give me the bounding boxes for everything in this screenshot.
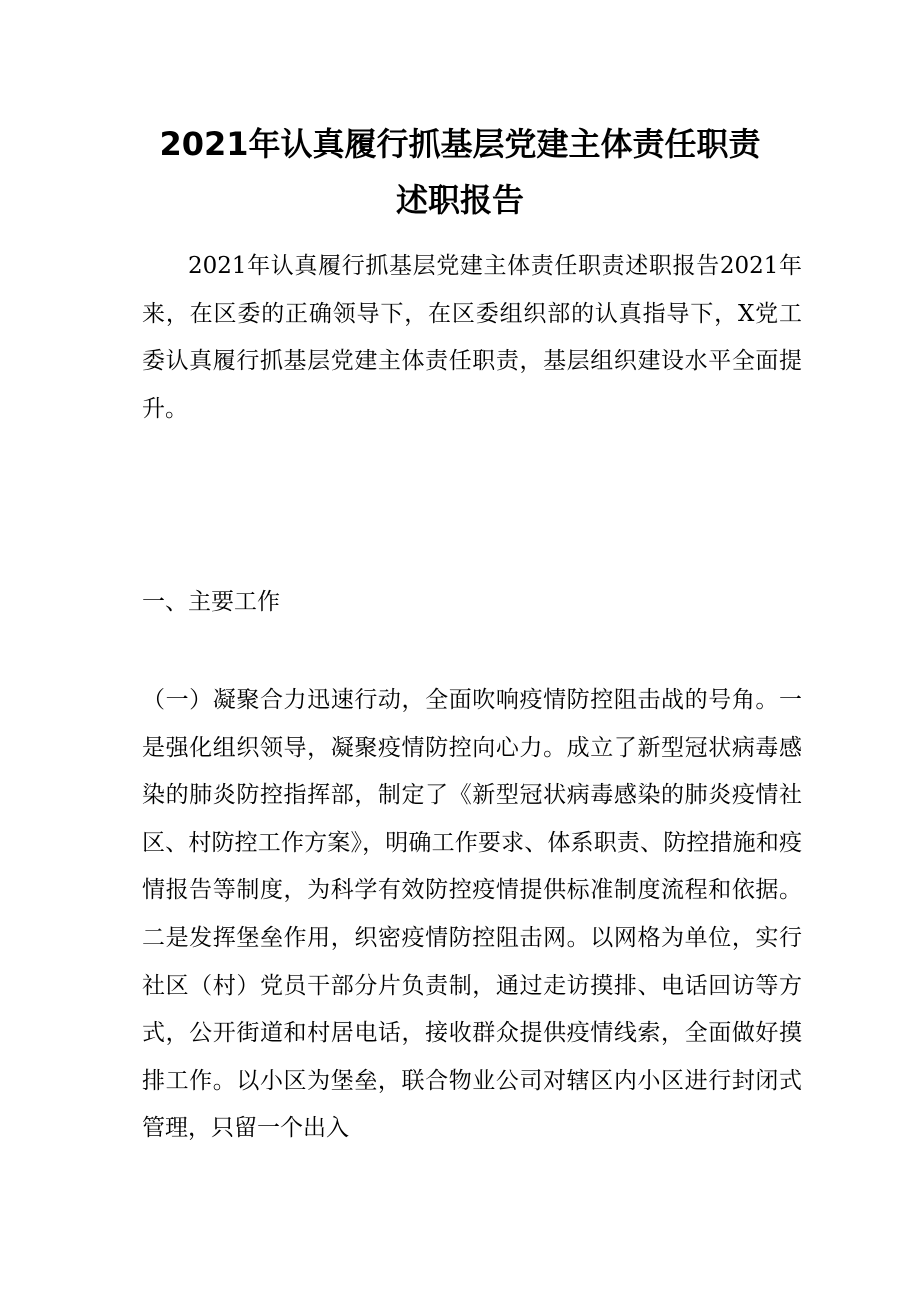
document-title-line-2: 述职报告 [395,181,524,219]
document-title-line-1: 2021年认真履行抓基层党建主体责任职责 [159,125,761,163]
section-heading: 一、主要工作 [142,589,280,615]
body-paragraph: （一）凝聚合力迅速行动，全面吹响疫情防控阻击战的号角。一是强化组织领导，凝聚疫情防控向心力。成立了新型冠状病毒感染的肺炎防控指挥部，制定了《新型冠状病毒感染的肺炎疫情社区、村防控工作方案》，明确工作要求、体系职责、防控措施和疫情报告等制度，为科学有效防控疫情提供标准制度流程和依据。二是发挥堡垒作用，织密疫情防控阻击网。以网格为单位，实行社区（村）党员干部分片负责制，通过走访摸排、电话回访等方式，公开街道和村居电话，接收群众提供疫情线索，全面做好摸排工作。以小区为堡垒，联合物业公司对辖区内小区进行封闭式管理，只留一个出入 [142,687,802,1142]
intro-paragraph: 2021年认真履行抓基层党建主体责任职责述职报告2021年来，在区委的正确领导下，在区委组织部的认真指导下，X党工委认真履行抓基层党建主体责任职责，基层组织建设水平全面提升。 [142,253,802,422]
